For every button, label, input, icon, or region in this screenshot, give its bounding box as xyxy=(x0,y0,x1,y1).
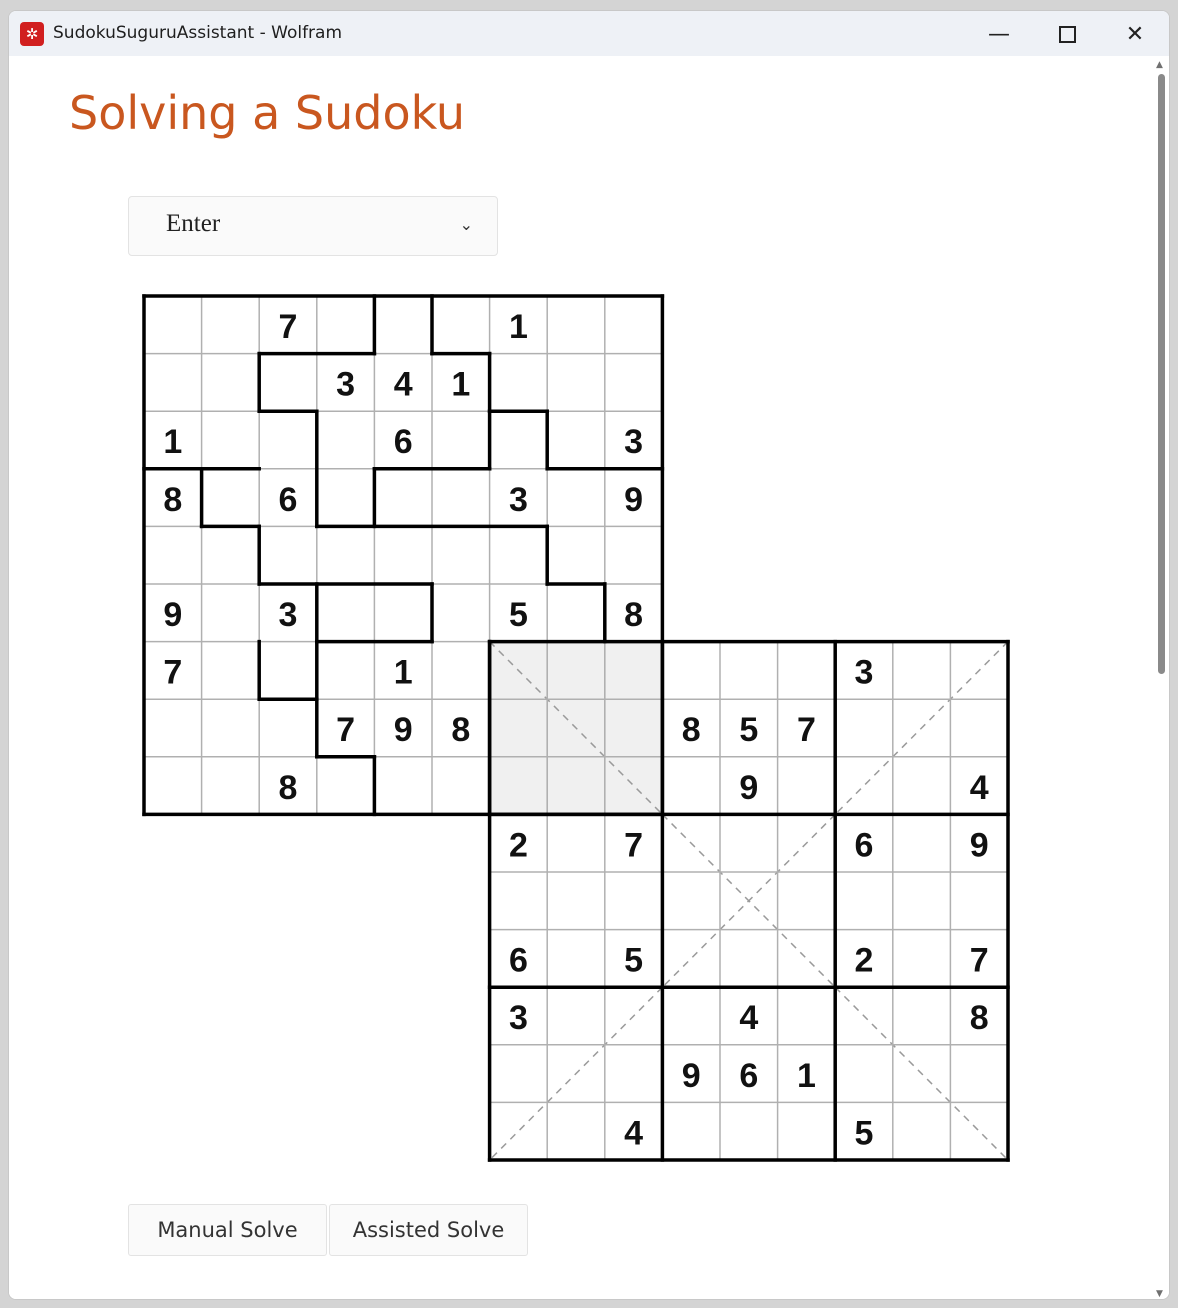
grid-a-cell-digit: 7 xyxy=(278,308,298,346)
grid-a-cell-digit: 7 xyxy=(336,711,356,750)
grid-b-cell-digit: 9 xyxy=(969,826,989,865)
grid-a-cell-digit: 3 xyxy=(508,480,528,519)
grid-b-cell-digit: 5 xyxy=(624,941,644,980)
grid-a-cell-digit: 1 xyxy=(393,653,413,692)
grid-b-cell-digit: 3 xyxy=(854,653,874,692)
minimize-icon: — xyxy=(988,21,1010,47)
grid-b-cell-digit: 7 xyxy=(796,711,816,750)
window-title: SudokuSuguruAssistant - Wolfram xyxy=(53,23,343,43)
grid-a-cell-digit: 1 xyxy=(451,365,471,404)
grid-a-cell-digit: 5 xyxy=(508,596,528,634)
grid-a-cell-digit: 3 xyxy=(336,365,356,404)
grid-b-cell-digit: 8 xyxy=(969,999,989,1038)
grid-b-cell-digit: 7 xyxy=(624,826,644,865)
grid-a-cell-digit: 1 xyxy=(163,423,183,462)
grid-b-cell-digit: 4 xyxy=(624,1114,644,1153)
app-window xyxy=(8,10,1170,1300)
grid-a-cell-digit: 9 xyxy=(624,480,644,519)
grid-b-cell-digit: 8 xyxy=(681,711,701,750)
sudoku-board[interactable] xyxy=(144,296,1011,1163)
grid-b-cell-digit: 2 xyxy=(508,826,528,865)
notebook-content xyxy=(9,56,1155,1300)
grid-a-cell-digit: 9 xyxy=(163,596,183,634)
wolfram-icon: ✲ xyxy=(20,22,44,46)
grid-a-cell-digit: 3 xyxy=(624,423,644,462)
grid-b-cell-digit: 9 xyxy=(739,768,759,807)
chevron-down-icon: ⌄ xyxy=(459,215,473,234)
grid-b-cell-digit: 7 xyxy=(969,941,989,980)
grid-b-cell-digit: 6 xyxy=(508,941,528,980)
grid-a-cell-digit: 8 xyxy=(163,480,183,519)
dashed-diagonal xyxy=(662,814,835,987)
grid-b-cell-digit: 6 xyxy=(854,826,874,865)
assisted-solve-button[interactable]: Assisted Solve xyxy=(329,1204,528,1256)
grid-a-cell-digit: 8 xyxy=(624,596,644,634)
grid-a-cell-digit: 8 xyxy=(278,768,298,807)
grid-b-cell-digit: 2 xyxy=(854,941,874,980)
grid-a-cell-digit: 6 xyxy=(393,423,413,462)
grid-a-cell-digit: 6 xyxy=(278,480,298,519)
grid-b-cell-digit: 4 xyxy=(969,768,989,807)
scroll-down-arrow-icon[interactable]: ▼ xyxy=(1156,1289,1163,1299)
grid-b-cell-digit: 9 xyxy=(681,1056,701,1095)
scroll-up-arrow-icon[interactable]: ▲ xyxy=(1156,60,1163,70)
grid-a-cell-digit: 4 xyxy=(393,365,413,404)
mode-dropdown[interactable] xyxy=(128,196,498,256)
grid-b-cell-digit: 6 xyxy=(739,1056,759,1095)
page-title: Solving a Sudoku xyxy=(69,86,465,140)
grid-a-cell-digit: 7 xyxy=(163,653,183,692)
minimize-button[interactable] xyxy=(971,15,1027,53)
grid-a-cell-digit: 9 xyxy=(393,711,413,750)
grid-a-cell-digit: 1 xyxy=(508,308,528,346)
close-icon: ✕ xyxy=(1125,21,1145,47)
grid-a-cell-digit: 8 xyxy=(451,711,471,750)
grid-b-cell-digit: 3 xyxy=(508,999,528,1038)
grid-b-cell-digit: 4 xyxy=(739,999,759,1038)
scrollbar-thumb[interactable] xyxy=(1158,74,1165,674)
manual-solve-button[interactable]: Manual Solve xyxy=(128,1204,327,1256)
grid-b-cell-digit: 5 xyxy=(739,711,759,750)
mode-dropdown-value: Enter xyxy=(166,210,221,237)
grid-a-cell-digit: 3 xyxy=(278,596,298,634)
vertical-scrollbar[interactable] xyxy=(1153,56,1169,1300)
grid-b-cell-digit: 5 xyxy=(854,1114,874,1153)
grid-b-cell-digit: 1 xyxy=(796,1056,816,1095)
close-button[interactable] xyxy=(1107,15,1163,53)
maximize-button[interactable] xyxy=(1039,15,1095,53)
maximize-icon xyxy=(1059,26,1076,43)
title-bar xyxy=(9,11,1169,56)
